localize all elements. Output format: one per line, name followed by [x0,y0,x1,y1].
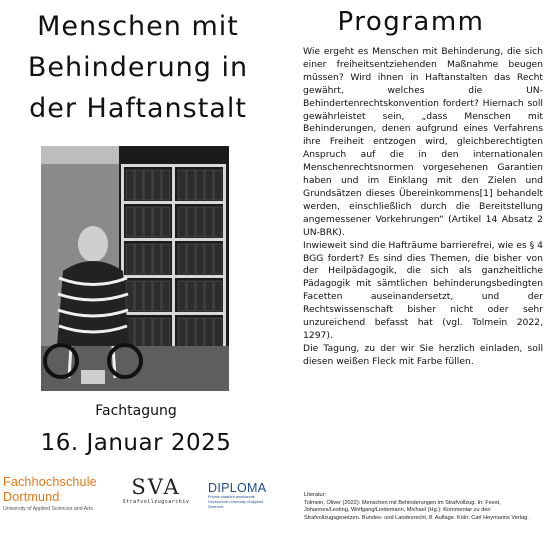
main-title-line-2: Behinderung in [27,52,249,83]
program-body [303,46,543,369]
main-title-line-1: Menschen mit [37,11,239,42]
diploma-logo-text: DIPLOMA [208,481,267,495]
main-title [8,6,268,129]
fh-logo-line-2: Dortmund [3,490,60,504]
diploma-logo [208,481,272,510]
right-column [276,0,546,551]
literature-label: Literatur: [304,492,327,498]
event-photo [41,146,229,391]
event-date: 16. Januar 2025 [40,430,232,456]
program-paragraph-3: Die Tagung, zu der wir Sie herzlich einladen, soll diesen weißen Fleck mit Farbe füllen. [303,342,543,367]
photo-illustration [41,146,229,391]
sva-logo-subtitle: Strafvollzugsarchiv [122,499,190,505]
program-paragraph-1: Wie ergeht es Menschen mit Behinderung, die sich einer freiheitsentziehenden Maßnahme beugen müssen? Wird ihnen in Haftanstalten das Recht gewährt, welches die UN-Behindertenrechtskonvention fordert? Hiernach soll gewährleistet sein, „dass Menschen mit Behinderungen, denen aufgrund eines Verfahrens ihre Freiheit entzogen wird, gleichberechtigten Anspruch auf die in den internationalen Menschenrechtsnormen vorgesehenen Garantien haben und im Einklang mit den Zielen und Grundsätzen dieses Übereinkommens[1] behandelt werden, einschließlich durch die Bereitstellung angemessener Vorkehrungen“ (Artikel 14 Absatz 2 UN-BRK). [303,46,543,238]
left-column [0,0,272,551]
program-title: Programm [337,7,485,37]
literature-note [304,492,540,522]
diploma-logo-subtitle: Private staatlich anerkannte Hochschule University of Applied Sciences [208,495,264,509]
literature-reference: Tolmein, Oliver (2022): Menschen mit Behinderungen im Strafvollzug. In: Feest, Johannes/Lesting, Wolfgang/Lindemann, Michael (Hg.): Kommentar zu den Strafvollzugsgesetzen. Bundes- und Landesrecht. 8. Auflage. Köln: Carl Heymanns Verlag. [304,499,529,521]
main-title-line-3: der Haftanstalt [29,93,247,124]
sva-logo-text: SVA [131,475,181,499]
fh-dortmund-logo [3,475,107,512]
program-paragraph-2: Inwieweit sind die Hafträume barrierefrei, wie es § 4 BGG fordert? Es sind dies Themen, die bisher von der Heilpädagogik, die sich als ganzheitliche Pädagogik mit sämtlichen behinderungsbedingten Facetten auseinandersetzt, und der Rechtswissenschaft bisher nicht oder sehr unzureichend befasst hat (vgl. Tolmein 2022, 1297). [303,239,543,341]
sva-logo [110,475,202,513]
fh-logo-line-3: University of Applied Sciences and Arts [3,506,93,512]
fh-logo-line-1: Fachhochschule [3,475,97,489]
event-type: Fachtagung [95,403,177,419]
